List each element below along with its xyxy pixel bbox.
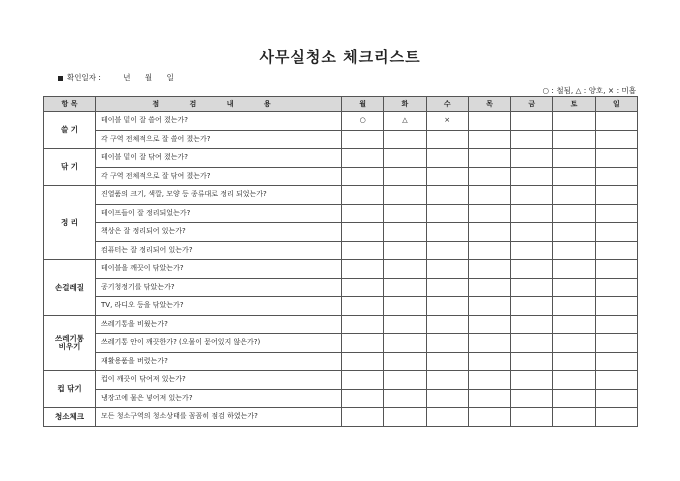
- table-row: [44, 167, 638, 186]
- day-check-cell[interactable]: [468, 112, 510, 131]
- day-check-cell[interactable]: [468, 352, 510, 371]
- day-check-cell[interactable]: [595, 204, 637, 223]
- day-check-cell[interactable]: [426, 371, 468, 390]
- table-row: [44, 334, 638, 353]
- table-row: [44, 130, 638, 149]
- day-check-cell[interactable]: [384, 408, 426, 427]
- check-item-text: TV, 라디오 등을 닦았는가?: [96, 297, 342, 316]
- day-check-cell[interactable]: [511, 241, 553, 260]
- table-row: [44, 315, 638, 334]
- day-check-cell[interactable]: [384, 186, 426, 205]
- day-check-cell[interactable]: [595, 241, 637, 260]
- day-check-cell[interactable]: [511, 352, 553, 371]
- day-check-cell[interactable]: [342, 297, 384, 316]
- day-check-cell[interactable]: [553, 241, 595, 260]
- day-check-cell[interactable]: [553, 389, 595, 408]
- day-check-cell[interactable]: [342, 204, 384, 223]
- category-label: 정 리: [60, 217, 79, 227]
- day-check-cell[interactable]: [595, 371, 637, 390]
- day-check-cell[interactable]: [468, 389, 510, 408]
- day-check-cell[interactable]: [426, 167, 468, 186]
- table-row: [44, 241, 638, 260]
- check-item-text: 쓰레기통 안이 깨끗한가? (오물이 묻어있지 않은가?): [96, 334, 342, 353]
- check-item-text: 테이블 밑이 잘 닦여 졌는가?: [96, 149, 342, 168]
- page-title: 사무실청소 체크리스트: [259, 48, 421, 66]
- day-check-cell[interactable]: [342, 371, 384, 390]
- header-day-mon: 월: [342, 97, 384, 112]
- day-check-cell[interactable]: [595, 389, 637, 408]
- header-day-wed: 수: [426, 97, 468, 112]
- day-check-cell[interactable]: [468, 408, 510, 427]
- day-check-cell[interactable]: [553, 352, 595, 371]
- confirm-date: [58, 72, 174, 83]
- check-item-text: 진열품의 크기, 색깔, 모양 등 종류대로 정리 되었는가?: [96, 186, 342, 205]
- day-check-cell[interactable]: [553, 278, 595, 297]
- day-check-cell[interactable]: [553, 112, 595, 131]
- day-check-cell[interactable]: [468, 334, 510, 353]
- day-check-cell[interactable]: [384, 334, 426, 353]
- check-item-text: 공기청정기를 닦았는가?: [96, 278, 342, 297]
- day-check-cell[interactable]: [511, 223, 553, 242]
- category-cell: [44, 371, 96, 408]
- day-check-cell[interactable]: [595, 297, 637, 316]
- bullet-square-icon: [58, 76, 63, 81]
- table-row: [44, 186, 638, 205]
- day-check-cell[interactable]: [553, 130, 595, 149]
- day-check-cell[interactable]: [342, 315, 384, 334]
- day-check-cell[interactable]: [511, 130, 553, 149]
- day-check-cell[interactable]: [468, 315, 510, 334]
- day-check-cell[interactable]: [595, 278, 637, 297]
- header-row: [44, 97, 638, 112]
- day-check-cell[interactable]: [553, 371, 595, 390]
- check-item-text: 컵이 깨끗이 닦여져 있는가?: [96, 371, 342, 390]
- day-check-cell[interactable]: [384, 297, 426, 316]
- day-check-cell[interactable]: [553, 149, 595, 168]
- day-check-cell[interactable]: [595, 223, 637, 242]
- category-cell: [44, 186, 96, 260]
- day-check-cell[interactable]: [511, 204, 553, 223]
- day-check-cell[interactable]: [553, 334, 595, 353]
- day-check-cell[interactable]: [595, 112, 637, 131]
- header-content: 점 검 내 용: [96, 97, 342, 112]
- legend: ○ : 철됨, △ : 양호, × : 미흡: [542, 86, 636, 95]
- category-label: 닦 기: [60, 162, 79, 172]
- table-row: [44, 260, 638, 279]
- day-check-cell[interactable]: [511, 260, 553, 279]
- day-check-cell[interactable]: [384, 223, 426, 242]
- day-check-cell[interactable]: [426, 278, 468, 297]
- category-label: 쓸 기: [60, 125, 79, 135]
- category-label: 손걸레질: [55, 282, 84, 292]
- table-row: [44, 112, 638, 131]
- category-label: 쓰레기통: [55, 334, 84, 344]
- day-check-cell[interactable]: [426, 241, 468, 260]
- category-label: 컵 닦기: [57, 384, 82, 394]
- confirm-year: 년: [123, 73, 131, 82]
- day-check-cell[interactable]: [511, 371, 553, 390]
- day-check-cell[interactable]: [426, 408, 468, 427]
- day-check-cell[interactable]: [342, 334, 384, 353]
- day-check-cell[interactable]: [426, 352, 468, 371]
- day-check-cell[interactable]: [511, 334, 553, 353]
- day-check-cell[interactable]: [553, 186, 595, 205]
- header-day-sat: 토: [553, 97, 595, 112]
- check-item-text: 각 구역 전체적으로 잘 닦여 졌는가?: [96, 167, 342, 186]
- day-check-cell[interactable]: [511, 149, 553, 168]
- day-check-cell[interactable]: [342, 149, 384, 168]
- day-check-cell[interactable]: [426, 130, 468, 149]
- check-item-text: 재활용품을 버렸는가?: [96, 352, 342, 371]
- day-check-cell[interactable]: [553, 315, 595, 334]
- day-check-cell[interactable]: [342, 389, 384, 408]
- day-check-cell[interactable]: [342, 241, 384, 260]
- day-check-cell[interactable]: [342, 260, 384, 279]
- table-row: [44, 389, 638, 408]
- day-check-cell[interactable]: [384, 389, 426, 408]
- day-check-cell[interactable]: [553, 204, 595, 223]
- table-row: [44, 371, 638, 390]
- header-category: 항 목: [44, 97, 96, 112]
- day-check-cell[interactable]: [426, 186, 468, 205]
- day-check-cell[interactable]: [511, 408, 553, 427]
- day-check-cell[interactable]: [426, 315, 468, 334]
- confirm-date-label: 확인일자 :: [67, 73, 101, 82]
- day-check-cell[interactable]: [553, 408, 595, 427]
- day-check-cell[interactable]: [468, 186, 510, 205]
- day-check-cell[interactable]: [553, 297, 595, 316]
- header-day-fri: 금: [511, 97, 553, 112]
- day-check-cell[interactable]: [553, 223, 595, 242]
- day-check-cell[interactable]: [595, 260, 637, 279]
- day-check-cell[interactable]: [342, 186, 384, 205]
- day-check-cell[interactable]: [468, 223, 510, 242]
- day-check-cell[interactable]: [468, 297, 510, 316]
- day-check-cell[interactable]: [342, 223, 384, 242]
- day-check-cell[interactable]: [384, 167, 426, 186]
- day-check-cell[interactable]: [595, 167, 637, 186]
- day-check-cell[interactable]: [426, 389, 468, 408]
- day-check-cell[interactable]: [384, 352, 426, 371]
- check-item-text: 테이블 밑이 잘 쓸어 졌는가?: [96, 112, 342, 131]
- day-check-cell[interactable]: [384, 278, 426, 297]
- day-check-cell[interactable]: [511, 112, 553, 131]
- check-item-text: 컴퓨터는 잘 정리되어 있는가?: [96, 241, 342, 260]
- category-cell: [44, 112, 96, 149]
- table-row: [44, 149, 638, 168]
- category-label: 청소체크: [55, 412, 84, 421]
- table-row: [44, 408, 638, 427]
- day-check-cell[interactable]: [342, 352, 384, 371]
- day-check-cell[interactable]: [426, 204, 468, 223]
- day-check-cell[interactable]: [342, 130, 384, 149]
- day-check-cell[interactable]: [342, 278, 384, 297]
- day-check-cell[interactable]: [468, 167, 510, 186]
- day-check-cell[interactable]: [468, 130, 510, 149]
- check-item-text: 테이블을 깨끗이 닦았는가?: [96, 260, 342, 279]
- day-check-cell[interactable]: [511, 167, 553, 186]
- day-check-cell[interactable]: [384, 315, 426, 334]
- day-check-cell[interactable]: [595, 334, 637, 353]
- category-cell: [44, 149, 96, 186]
- day-check-cell[interactable]: [468, 371, 510, 390]
- check-item-text: 모든 청소구역의 청소상태를 꼼꼼히 점검 하였는가?: [96, 408, 342, 427]
- day-check-cell[interactable]: [511, 389, 553, 408]
- day-check-cell[interactable]: [511, 278, 553, 297]
- day-check-cell[interactable]: [595, 408, 637, 427]
- day-check-cell[interactable]: ×: [426, 112, 468, 131]
- category-cell: [44, 315, 96, 371]
- check-item-text: 각 구역 전체적으로 잘 쓸어 졌는가?: [96, 130, 342, 149]
- day-check-cell[interactable]: [468, 149, 510, 168]
- checklist-table: [43, 96, 638, 427]
- day-check-cell[interactable]: [468, 241, 510, 260]
- day-check-cell[interactable]: [511, 297, 553, 316]
- check-item-text: 냉장고에 물은 넣어져 있는가?: [96, 389, 342, 408]
- day-check-cell[interactable]: [595, 352, 637, 371]
- day-check-cell[interactable]: [426, 223, 468, 242]
- day-check-cell[interactable]: [384, 371, 426, 390]
- check-item-text: 책상은 잘 정리되어 있는가?: [96, 223, 342, 242]
- day-check-cell[interactable]: [384, 204, 426, 223]
- confirm-day: 일: [166, 73, 174, 82]
- day-check-cell[interactable]: [426, 260, 468, 279]
- table-row: [44, 297, 638, 316]
- day-check-cell[interactable]: △: [384, 112, 426, 131]
- check-item-text: 쓰레기통을 비웠는가?: [96, 315, 342, 334]
- day-check-cell[interactable]: [468, 260, 510, 279]
- table-row: [44, 204, 638, 223]
- day-check-cell[interactable]: [468, 278, 510, 297]
- table-row: [44, 352, 638, 371]
- header-day-tue: 화: [384, 97, 426, 112]
- category-label: 비우기: [58, 341, 81, 351]
- day-check-cell[interactable]: [384, 260, 426, 279]
- day-check-cell[interactable]: [553, 260, 595, 279]
- day-check-cell[interactable]: [595, 186, 637, 205]
- header-day-sun: 일: [595, 97, 637, 112]
- day-check-cell[interactable]: [511, 186, 553, 205]
- day-check-cell[interactable]: [342, 167, 384, 186]
- day-check-cell[interactable]: [342, 408, 384, 427]
- day-check-cell[interactable]: ○: [342, 112, 384, 131]
- day-check-cell[interactable]: [426, 297, 468, 316]
- day-check-cell[interactable]: [595, 130, 637, 149]
- day-check-cell[interactable]: [468, 204, 510, 223]
- day-check-cell[interactable]: [553, 167, 595, 186]
- day-check-cell[interactable]: [384, 130, 426, 149]
- day-check-cell[interactable]: [595, 315, 637, 334]
- day-check-cell[interactable]: [426, 149, 468, 168]
- day-check-cell[interactable]: [595, 149, 637, 168]
- check-item-text: 테이프들이 잘 정리되었는가?: [96, 204, 342, 223]
- day-check-cell[interactable]: [384, 149, 426, 168]
- confirm-month: 월: [144, 73, 153, 82]
- category-cell: [44, 260, 96, 316]
- header-day-thu: 목: [468, 97, 510, 112]
- table-row: [44, 223, 638, 242]
- day-check-cell[interactable]: [511, 315, 553, 334]
- day-check-cell[interactable]: [384, 241, 426, 260]
- day-check-cell[interactable]: [426, 334, 468, 353]
- category-cell: [44, 408, 96, 427]
- table-row: [44, 278, 638, 297]
